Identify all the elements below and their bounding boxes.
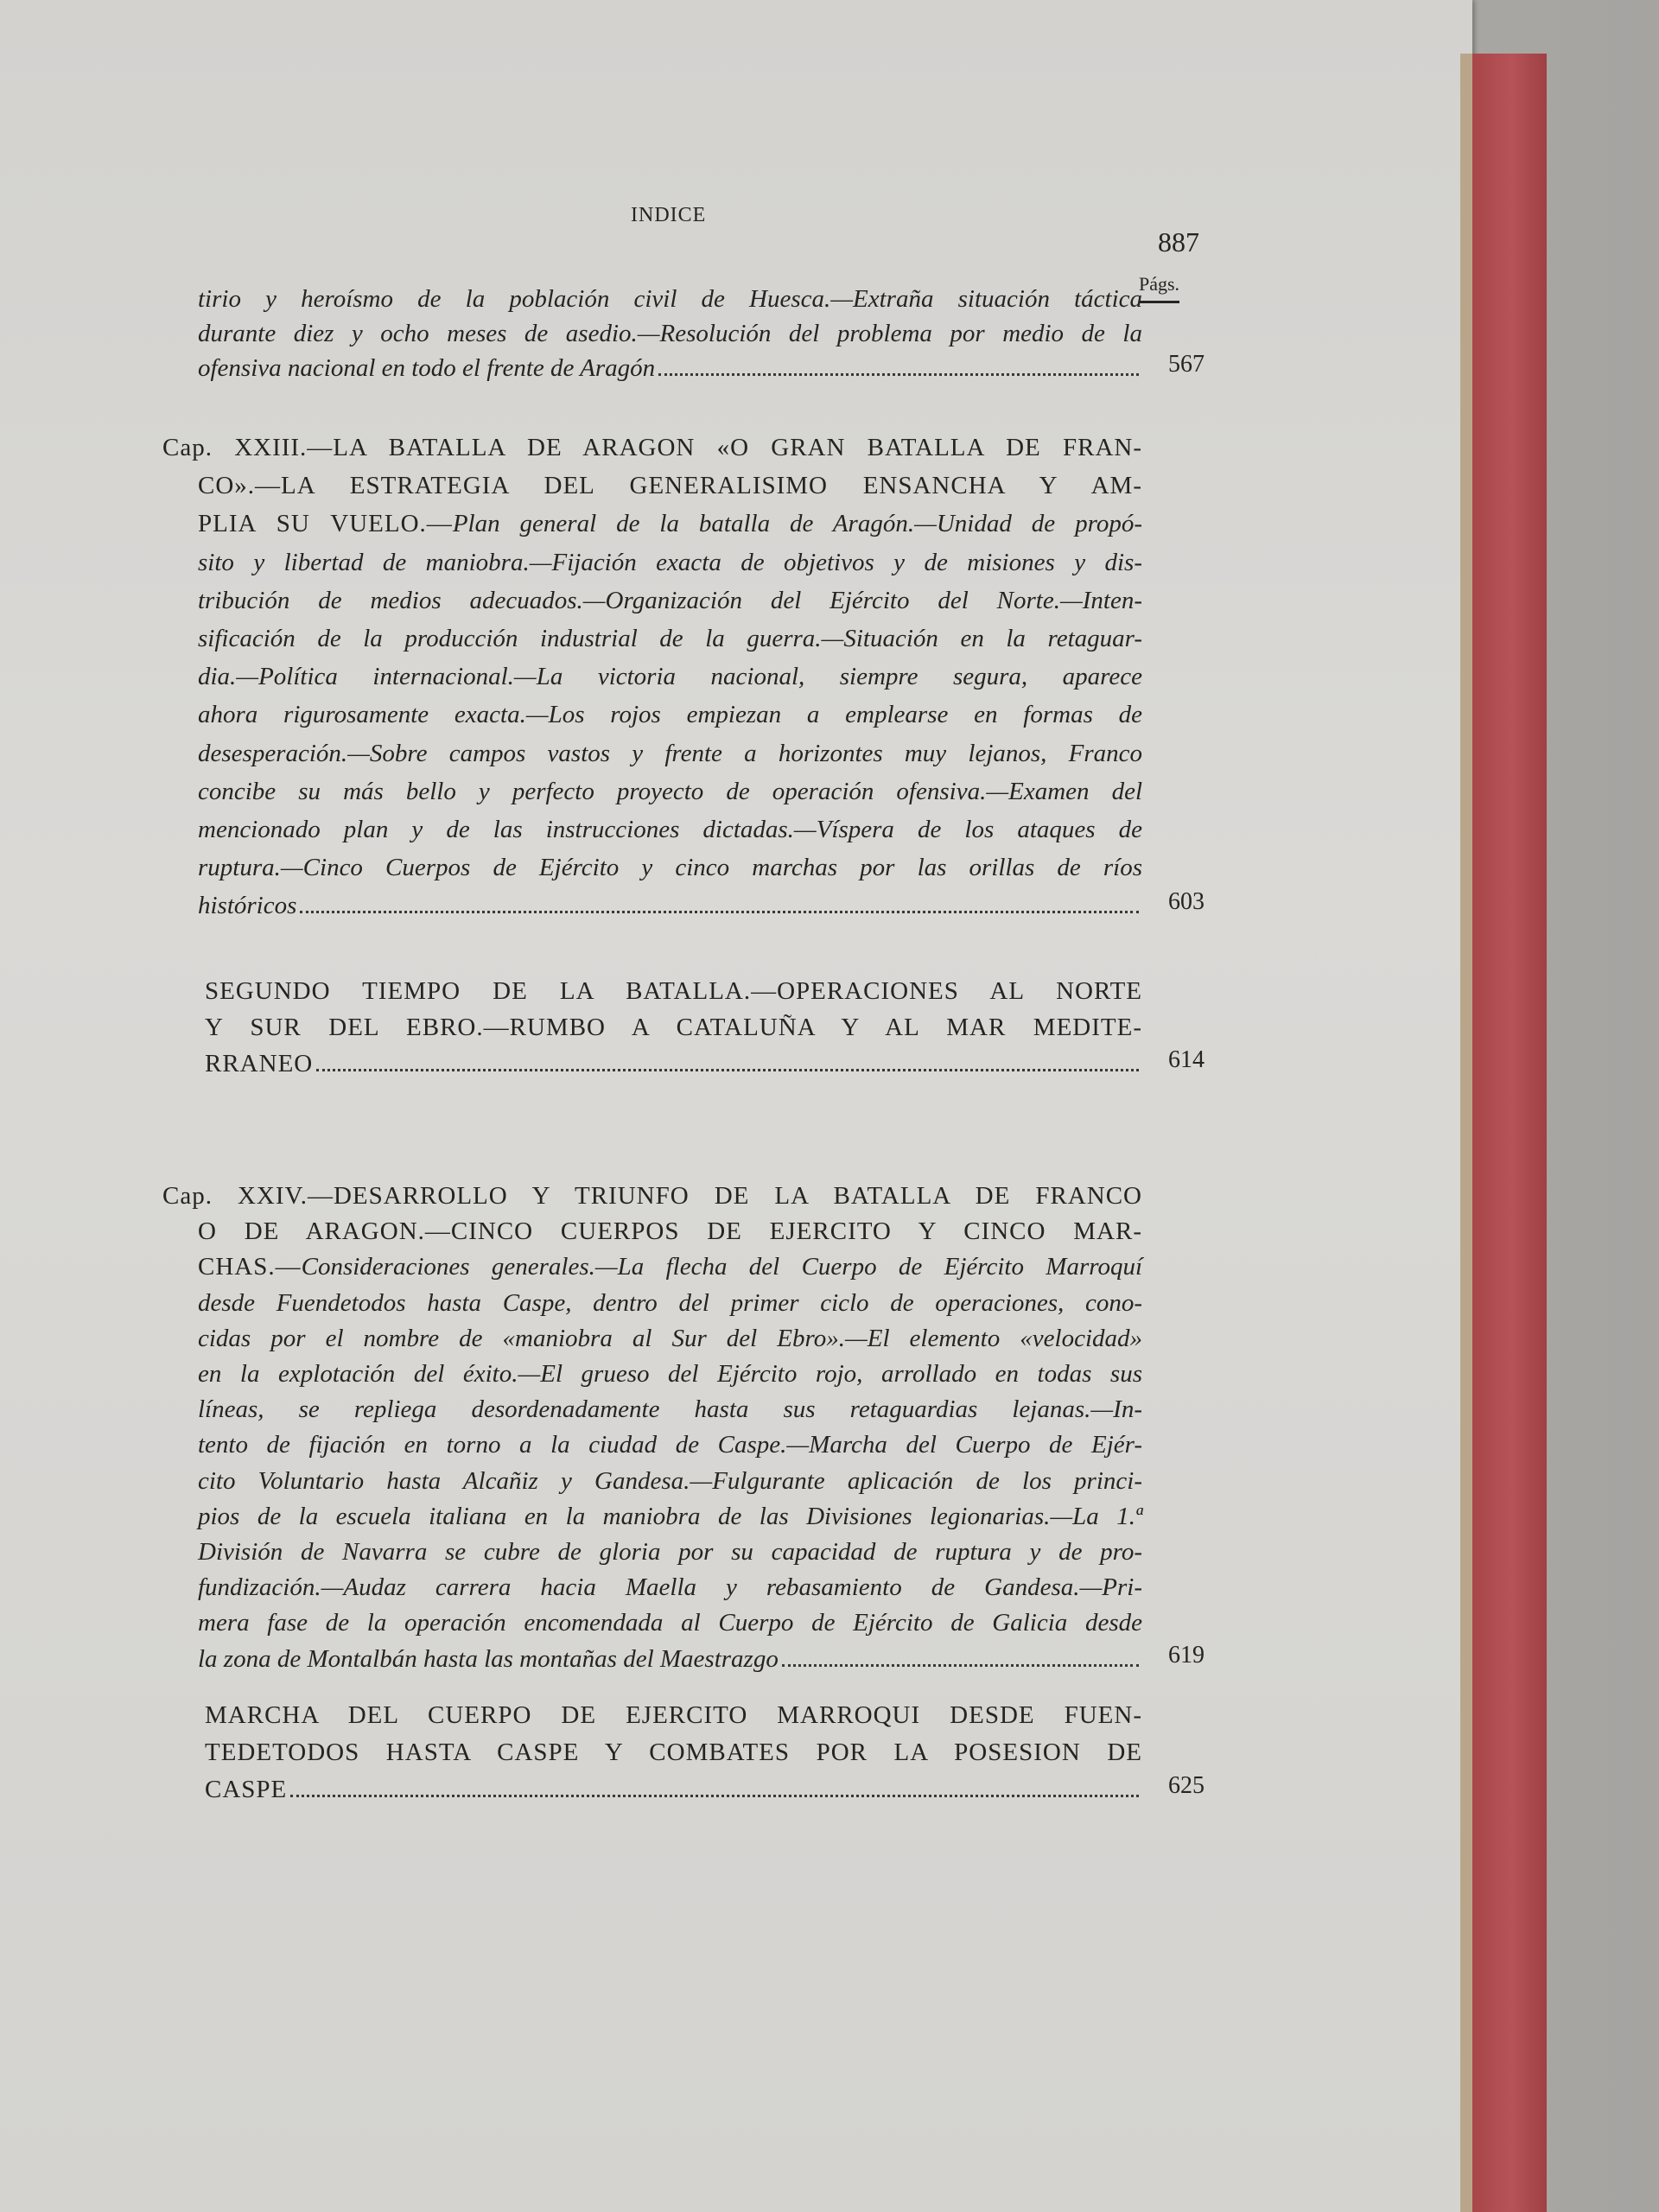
toc-line — [198, 778, 1142, 806]
summary-text: históricos — [198, 892, 297, 920]
toc-line-text — [198, 1217, 1142, 1245]
summary-text: pios de la escuela italiana en la maniobra de las Divisiones legionarias.—La 1.ª — [198, 1502, 1142, 1530]
toc-line-with-leader — [198, 354, 1142, 383]
toc-line-text — [198, 1253, 1142, 1281]
summary-text: líneas, se repliega desordenadamente hasta sus retaguardias lejanas.—In- — [198, 1395, 1142, 1424]
toc-line-text — [198, 1645, 779, 1674]
toc-line-text — [198, 1573, 1142, 1601]
dot-leader — [316, 1069, 1139, 1071]
dot-leader — [290, 1795, 1139, 1797]
toc-line-text — [198, 320, 1142, 347]
summary-text: fundización.—Audaz carrera hacia Maella y rebasamiento de Gandesa.—Pri- — [198, 1573, 1142, 1602]
toc-line — [198, 1253, 1142, 1281]
summary-text: tribución de medios adecuados.—Organización del Ejército del Norte.—Inten- — [198, 586, 1142, 614]
toc-line-text — [205, 1738, 1142, 1766]
summary-text: tento de fijación en torno a la ciudad de Caspe.—Marcha del Cuerpo de Ejér- — [198, 1431, 1142, 1459]
toc-line-text — [198, 1360, 1142, 1388]
toc-line-text — [198, 285, 1142, 313]
toc-page-number: 567 — [1168, 351, 1205, 378]
toc-line-text — [198, 1395, 1142, 1423]
summary-text: tirio y heroísmo de la población civil de Huesca.—Extraña situación táctica — [198, 285, 1142, 313]
toc-line-text — [198, 1325, 1142, 1352]
toc-line — [198, 1395, 1142, 1424]
summary-text: la zona de Montalbán hasta las montañas del Maestrazgo — [198, 1644, 779, 1673]
toc-line-text — [198, 549, 1142, 576]
toc-line — [198, 285, 1142, 314]
toc-line-text — [198, 625, 1142, 652]
toc-page-number: 603 — [1168, 888, 1205, 916]
toc-line-text — [198, 892, 296, 920]
summary-text: durante diez y ocho meses de asedio.—Resolución del problema por medio de la — [198, 320, 1142, 347]
summary-text: ruptura.—Cinco Cuerpos de Ejército y cinco marchas por las orillas de ríos — [198, 854, 1142, 882]
toc-line-text — [205, 1701, 1142, 1729]
heading-text: RRANEO — [205, 1050, 314, 1077]
toc-line-text — [198, 778, 1142, 805]
summary-text: sito y libertad de maniobra.—Fijación exacta de objetivos y de misiones y dis- — [198, 548, 1142, 576]
toc-line-text — [198, 1289, 1142, 1317]
heading-text: SEGUNDO TIEMPO DE LA BATALLA.—OPERACIONES AL NORTE — [205, 977, 1142, 1005]
toc-line-text — [198, 1503, 1142, 1530]
heading-text: MARCHA DEL CUERPO DE EJERCITO MARROQUI DESDE FUEN- — [205, 1701, 1142, 1729]
summary-text: cito Voluntario hasta Alcañiz y Gandesa.—Fulgurante aplicación de los princi- — [198, 1466, 1142, 1495]
dot-leader — [782, 1664, 1139, 1667]
toc-line — [198, 1360, 1142, 1389]
dot-leader — [658, 373, 1139, 376]
toc-line — [198, 510, 1142, 538]
heading-text: TEDETODOS HASTA CASPE Y COMBATES POR LA POSESION DE — [205, 1738, 1142, 1766]
toc-line — [198, 1573, 1142, 1602]
toc-page-number: 619 — [1168, 1641, 1205, 1669]
toc-line-text — [198, 816, 1142, 843]
toc-line — [205, 1014, 1142, 1042]
summary-text: mera fase de la operación encomendada al Cuerpo de Ejército de Galicia desde — [198, 1609, 1142, 1637]
toc-line — [198, 854, 1142, 882]
summary-text: ahora rigurosamente exacta.—Los rojos empiezan a emplearse en formas de — [198, 701, 1142, 729]
toc-line-text — [198, 354, 655, 383]
summary-text: ofensiva nacional en todo el frente de Aragón — [198, 354, 656, 382]
page-number: 887 — [1158, 226, 1199, 257]
toc-line — [198, 701, 1142, 729]
heading-text: Cap. XXIII.—LA BATALLA DE ARAGON «O GRAN BATALLA DE FRAN- — [162, 434, 1142, 461]
heading-text: O DE ARAGON.—CINCO CUERPOS DE EJERCITO Y CINCO MAR- — [198, 1217, 1142, 1246]
toc-line — [198, 663, 1142, 691]
heading-text: Y SUR DEL EBRO.—RUMBO A CATALUÑA Y AL MAR MEDITE- — [205, 1014, 1142, 1041]
toc-line — [198, 1609, 1142, 1637]
toc-line-with-leader — [198, 1645, 1142, 1674]
summary-text: desesperación.—Sobre campos vastos y frente a horizontes muy lejanos, Franco — [198, 739, 1142, 767]
running-title: INDICE — [631, 204, 707, 226]
pags-label: Págs. — [1139, 273, 1179, 303]
book-cover-edge — [1460, 54, 1547, 2212]
heading-text: CASPE — [205, 1776, 288, 1803]
toc-line — [198, 1503, 1142, 1531]
toc-line-text — [198, 1538, 1142, 1566]
toc-line — [198, 1325, 1142, 1353]
heading-text: CHAS.— — [198, 1253, 302, 1281]
toc-line — [198, 1431, 1142, 1459]
toc-line-text — [205, 1776, 287, 1804]
toc-line-with-leader — [198, 892, 1142, 920]
toc-line — [198, 1217, 1142, 1246]
toc-page-number: 614 — [1168, 1046, 1205, 1073]
toc-line — [198, 625, 1142, 653]
toc-line — [198, 587, 1142, 615]
toc-line-text — [198, 510, 1142, 537]
toc-line-text — [162, 1182, 1142, 1210]
heading-text: PLIA SU VUELO.— — [198, 510, 453, 538]
summary-text: desde Fuendetodos hasta Caspe, dentro del primer ciclo de operaciones, cono- — [198, 1288, 1142, 1317]
toc-line — [205, 1701, 1142, 1730]
toc-line-text — [205, 1050, 313, 1078]
toc-line — [198, 320, 1142, 348]
summary-text: sificación de la producción industrial de la guerra.—Situación en la retaguar- — [198, 625, 1142, 652]
toc-page-number: 625 — [1168, 1772, 1205, 1799]
toc-line-text — [205, 977, 1142, 1005]
heading-text: CO».—LA ESTRATEGIA DEL GENERALISIMO ENSANCHA Y AM- — [198, 472, 1142, 500]
toc-line — [205, 1738, 1142, 1767]
toc-line-text — [198, 1431, 1142, 1459]
toc-line-text — [198, 587, 1142, 614]
dot-leader — [300, 911, 1139, 913]
toc-line-with-leader — [205, 1776, 1142, 1804]
toc-line-with-leader — [205, 1050, 1142, 1078]
toc-line-text — [198, 740, 1142, 767]
toc-line — [198, 816, 1142, 844]
toc-line-text — [198, 854, 1142, 881]
toc-line — [198, 1289, 1142, 1318]
summary-text: Plan general de la batalla de Aragón.—Unidad de propó- — [452, 510, 1142, 538]
toc-line-text — [198, 472, 1142, 499]
toc-line — [198, 549, 1142, 577]
toc-line — [205, 977, 1142, 1006]
summary-text: concibe su más bello y perfecto proyecto de operación ofensiva.—Examen del — [198, 777, 1142, 805]
toc-line-text — [198, 701, 1142, 728]
toc-line-text — [205, 1014, 1142, 1041]
toc-line-text — [198, 663, 1142, 690]
toc-line — [162, 434, 1142, 462]
summary-text: División de Navarra se cubre de gloria por su capacidad de ruptura y de pro- — [198, 1538, 1142, 1566]
summary-text: en la explotación del éxito.—El grueso del Ejército rojo, arrollado en todas sus — [198, 1360, 1142, 1388]
summary-text: mencionado plan y de las instrucciones dictadas.—Víspera de los ataques de — [198, 816, 1142, 843]
toc-line — [162, 1182, 1142, 1211]
toc-line — [198, 1467, 1142, 1496]
toc-line — [198, 740, 1142, 768]
summary-text: dia.—Política internacional.—La victoria nacional, siempre segura, aparece — [198, 663, 1142, 691]
toc-line-text — [162, 434, 1142, 461]
toc-line — [198, 472, 1142, 500]
toc-line-text — [198, 1609, 1142, 1637]
heading-text: Cap. XXIV.—DESARROLLO Y TRIUNFO DE LA BATALLA DE FRANCO — [162, 1182, 1142, 1210]
summary-text: cidas por el nombre de «maniobra al Sur del Ebro».—El elemento «velocidad» — [198, 1324, 1142, 1352]
toc-line — [198, 1538, 1142, 1567]
toc-line-text — [198, 1467, 1142, 1495]
summary-text: Consideraciones generales.—La flecha del Cuerpo de Ejército Marroquí — [301, 1253, 1142, 1281]
